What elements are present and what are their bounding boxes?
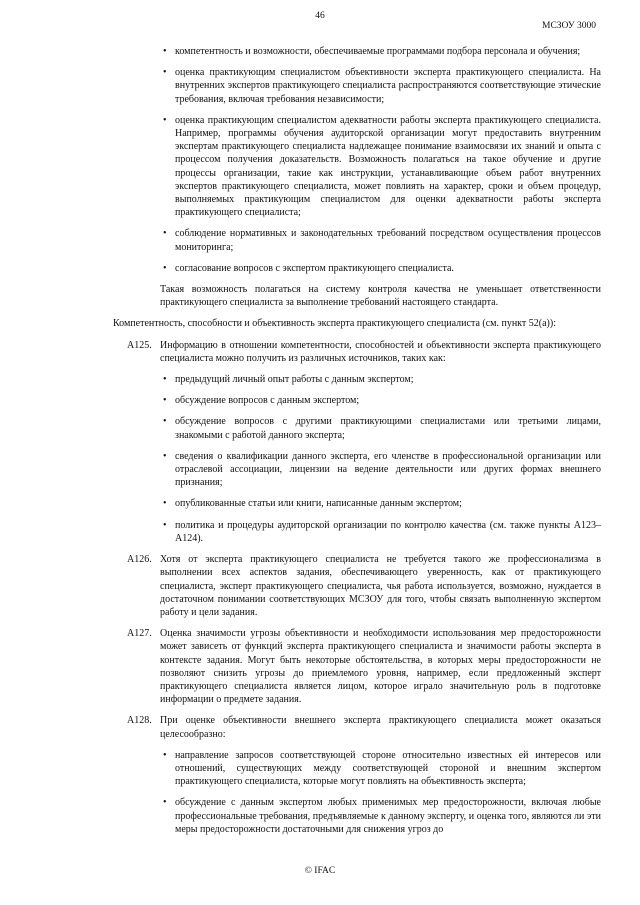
bullet-item [117,114,601,220]
bullet-item [117,519,601,545]
bullet-text: обсуждение вопросов с данным экспертом; [175,395,360,407]
bullet-item [117,373,601,386]
paragraph-text: Оценка значимости угрозы объективности и необходимости использования мер предосторожности может зависеть от функций эксперта практикующего специалиста и значимости работы эксперта в контексте задания. Могут быть некоторые обстоятельства, в которых меры предосторожности не позволяют снизить угрозы до приемлемого уровня, например, если предложенный эксперт практикующего специалиста является лицом, которое играло значительную роль в подготовке информации о предмете задания. [160,628,601,706]
bullet-text: обсуждение с данным экспертом любых применимых мер предосторожности, включая любые профессиональные требования, предъявляемые к данному эксперту, и оценка того, являются ли эти меры предосторожности достаточными для снижения угроз до [175,797,601,835]
bullet-text: компетентность и возможности, обеспечиваемые программами подбора персонала и обучения; [175,46,581,57]
bullet-text: сведения о квалификации данного эксперта, его членстве в профессиональной организации или отраслевой ассоциации, лицензии на ведение деятельности или других формах внешнего признания; [175,450,601,489]
paragraph-a125 [117,339,601,365]
bullet-item [117,796,601,836]
paragraph-a126 [117,553,601,619]
bullet-item [117,66,601,106]
bullet-icon: • [163,374,167,386]
paragraph-number: A127. [127,628,152,640]
bullet-icon: • [163,67,167,79]
section-subheading: Компетентность, способности и объективность эксперта практикующего специалиста (см. пункт 52(а)): [113,318,556,330]
bullet-icon: • [163,450,167,462]
bullet-item [117,415,601,441]
bullet-text: оценка практикующим специалистом адекватности работы эксперта практикующего специалиста. Например, программы обучения аудиторской организации могут предоставить внутренним экспертам практикующего специалиста надлежащее понимание взаимосвязи их знаний и опыта с процессом получения доказательств. Возможность полагаться на такое обучение и другие процессы организации, такие как инструкции, устанавливающие объем работ внутренних экспертов практикующего специалиста, может повлиять на характер, сроки и объем процедур, выполняемых практикующим специалистом для оценки адекватности работы эксперта практикующего специалиста; [175,114,601,219]
bullet-text: опубликованные статьи или книги, написанные данным экспертом; [175,498,462,510]
bullet-icon: • [163,114,167,126]
bullet-icon: • [163,797,167,809]
bullet-text: политика и процедуры аудиторской организации по контролю качества (см. также пункты A123–A124). [175,519,601,544]
bullet-item [117,749,601,789]
bullet-text: согласование вопросов с экспертом практикующего специалиста. [175,262,454,274]
bullet-text: направление запросов соответствующей стороне относительно известных ей интересов или отношений, существующих между соответствующей стороной и внешним экспертом практикующего специалиста, которые могут повлиять на объективность эксперта; [175,749,601,788]
bullet-icon: • [163,262,167,274]
bullet-item [117,227,601,253]
bullet-item [117,450,601,490]
bullet-icon: • [163,498,167,510]
paragraph-number: A125. [127,339,152,351]
page-body [113,45,601,844]
bullet-icon: • [163,395,167,407]
bullet-icon: • [163,519,167,531]
paragraph-number: A126. [127,554,152,566]
bullet-text: оценка практикующим специалистом объективности эксперта практикующего специалиста. На внутренних экспертов практикующего специалиста распространяются соответствующие этические требования, включая требования независимости; [175,67,601,105]
standard-name: МСЗОУ 3000 [542,21,596,31]
paragraph-text: Хотя от эксперта практикующего специалиста не требуется такого же профессионализма в выполнении всех аспектов задания, обеспечивающего уверенность, как от практикующего специалиста, эксперт практикующего специалиста, чья работа используется, возможно, нуждается в достаточном понимании соответствующих МСЗОУ для того, чтобы связать выполненную экспертом работу и цели задания. [160,554,601,618]
bullet-text: обсуждение вопросов с другими практикующими специалистами или третьими лицами, знакомыми с работой данного эксперта; [175,416,601,441]
bullet-text: предыдущий личный опыт работы с данным экспертом; [175,374,414,386]
page-number: 46 [315,11,325,21]
bullet-icon: • [163,416,167,428]
paragraph-a127 [117,627,601,706]
paragraph-number: A128. [127,715,152,727]
bullet-icon: • [163,228,167,240]
paragraph-text: При оценке объективности внешнего эксперта практикующего специалиста может оказаться целесообразно: [160,715,601,740]
bullet-icon: • [163,46,167,57]
bullet-icon: • [163,749,167,761]
bullet-text: соблюдение нормативных и законодательных требований посредством осуществления процессов мониторинга; [175,228,601,253]
bullet-item [117,497,601,510]
copyright-footer: © IFAC [304,866,336,876]
paragraph-a128 [117,714,601,740]
closing-paragraph: Такая возможность полагаться на систему контроля качества не уменьшает ответственности практикующего специалиста за выполнение требований настоящего стандарта. [160,284,601,309]
paragraph-text: Информацию в отношении компетентности, способностей и объективности эксперта практикующего специалиста можно получить из различных источников, таких как: [160,339,601,364]
bullet-item [117,262,601,275]
bullet-item [117,45,601,58]
bullet-item [117,394,601,407]
